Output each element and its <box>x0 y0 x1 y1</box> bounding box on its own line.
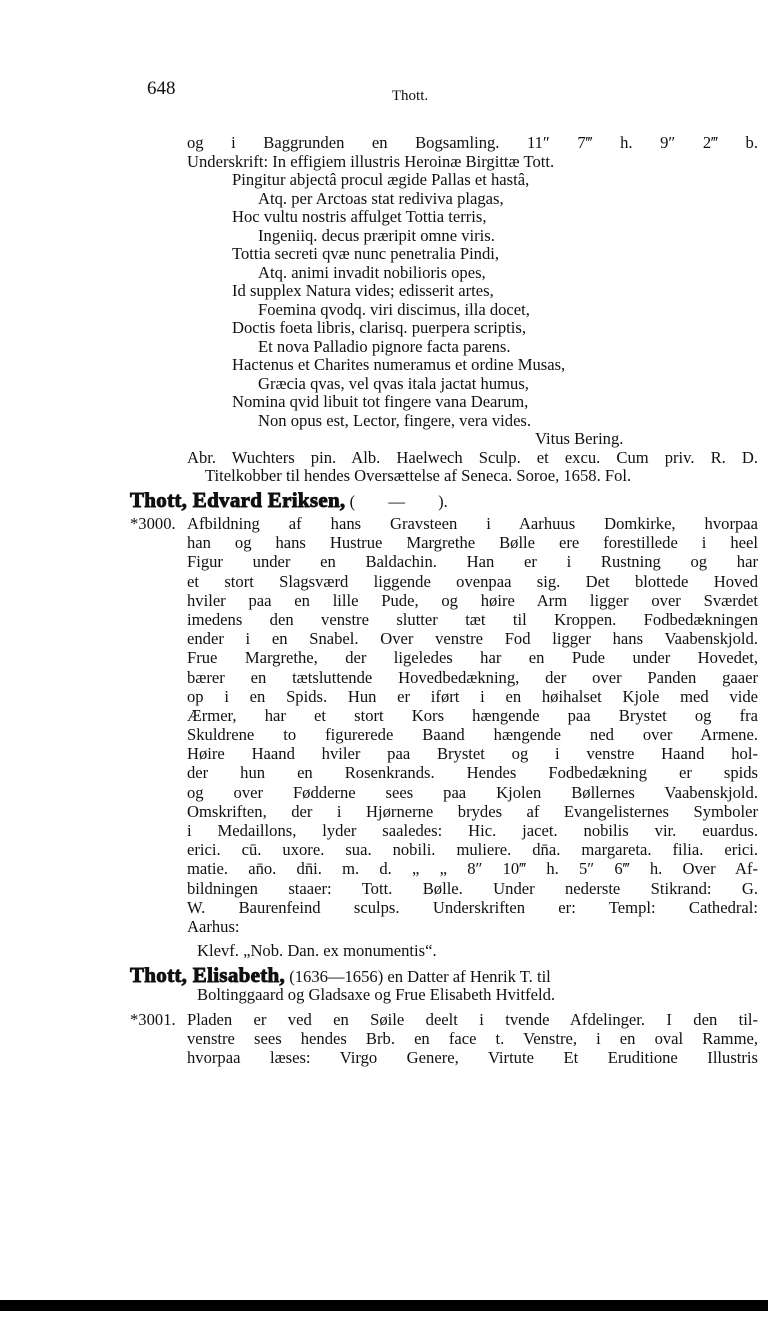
text-line: og over Fødderne sees paa Kjolen Bøllernes Vaabenskjold. <box>187 782 758 802</box>
text-line: bærer en tætsluttende Hovedbedækning, der over Panden gaaer <box>187 667 758 687</box>
text-line: Underskrift: In effigiem illustris Heroinæ Birgittæ Tott. <box>187 151 555 171</box>
text-line: Ærmer, har et stort Kors hængende paa Brystet og fra <box>187 705 758 725</box>
text-line: op i en Spids. Hun er iført i en høihalset Kjole med vide <box>187 686 758 706</box>
verse-line: Hactenus et Charites numeramus et ordine Musas, <box>232 355 566 374</box>
text-line: Frue Margrethe, der ligeledes har en Pude under Hovedet, <box>187 648 758 668</box>
text-line: og i Baggrunden en Bogsamling. 11″ 7‴ h. 9″ 2‴ b. <box>187 134 758 152</box>
verse-block <box>187 171 758 430</box>
text-line: han og hans Hustrue Margrethe Bølle ere forestillede i heel <box>187 533 758 553</box>
running-title: Thott. <box>391 88 429 104</box>
entry-name: Thott, Edvard Eriksen, <box>130 488 346 512</box>
text-line: erici. cū. uxore. sua. nobili. muliere. dn̄a. margareta. filia. erici. <box>187 840 758 860</box>
credit-line: Titelkobber til hendes Oversættelse af Seneca. Soroe, 1658. Fol. <box>205 466 632 485</box>
verse-line: Hoc vultu nostris affulget Tottia terris, <box>232 207 487 226</box>
verse-line: Doctis foeta libris, clarisq. puerpera scriptis, <box>232 318 526 337</box>
credit-line: Abr. Wuchters pin. Alb. Haelwech Sculp. et excu. Cum priv. R. D. <box>187 448 758 467</box>
text-line: Skuldrene to figurerede Baand hængende ned over Armene. <box>187 725 758 745</box>
continuation-block <box>187 134 758 486</box>
text-line: Figur under en Baldachin. Han er i Rustning og har <box>187 552 758 572</box>
reference-note: Klevf. „Nob. Dan. ex monumentis“. <box>197 941 437 960</box>
item-number: *3000. <box>130 514 176 533</box>
entry-heading <box>130 489 758 513</box>
text-line: imedens den venstre slutter tæt til Kroppen. Fodbedækningen <box>187 609 758 629</box>
text-line: venstre sees hendes Brb. en face t. Venstre, i en oval Ramme, <box>187 1029 758 1049</box>
verse-line: Nomina qvid libuit tot fingere vana Dearum, <box>232 392 529 411</box>
text-line: bildningen staaer: Tott. Bølle. Under nederste Stikrand: G. <box>187 878 758 898</box>
verse-line: Pingitur abjectâ procul ægide Pallas et hastâ, <box>232 170 530 189</box>
item-text <box>187 1010 758 1068</box>
catalogue-item <box>130 514 758 936</box>
verse-line: Ingeniiq. decus præripit omne viris. <box>258 225 495 245</box>
verse-line: Id supplex Natura vides; edisserit artes, <box>232 281 494 300</box>
text-line: hviler paa en lille Pude, og høire Arm ligger over Sværdet <box>187 590 758 610</box>
text-line: Høire Haand hviler paa Brystet og i venstre Haand hol- <box>187 744 758 764</box>
text-line: et stort Slagsværd liggende ovenpaa sig. Det blottede Hoved <box>187 571 758 591</box>
item-number: *3001. <box>130 1010 176 1029</box>
text-line: i Medaillons, lyder saaledes: Hic. jacet. nobilis vir. euardus. <box>187 821 758 840</box>
text-line: Pladen er ved en Søile deelt i tvende Afdelinger. I den til- <box>187 1010 758 1029</box>
entry-dates: ( — ). <box>349 492 448 511</box>
scan-edge-bar <box>0 1300 768 1311</box>
verse-signature: Vitus Bering. <box>535 429 624 448</box>
entry-description: (1636—1656) en Datter af Henrik T. til <box>289 967 551 986</box>
entry-description-continued: Boltinggaard og Gladsaxe og Frue Elisabeth Hvitfeld. <box>197 985 556 1004</box>
entry-name: Thott, Elisabeth, <box>130 963 286 987</box>
verse-line: Non opus est, Lector, fingere, vera vides. <box>258 410 532 430</box>
text-line: der hun en Rosenkrands. Hendes Fodbedækning er spids <box>187 763 758 783</box>
verse-line: Tottia secreti qvæ nunc penetralia Pindi, <box>232 244 500 263</box>
text-line: matie. an̄o. dn̄i. m. d. „ „ 8″ 10‴ h. 5″ 6‴ h. Over Af- <box>187 859 758 879</box>
verse-line: Atq. per Arctoas stat rediviva plagas, <box>258 188 504 208</box>
text-line: Afbildning af hans Gravsteen i Aarhuus Domkirke, hvorpaa <box>187 514 758 533</box>
text-line: ender i en Snabel. Over venstre Fod ligger hans Vaabenskjold. <box>187 629 758 649</box>
verse-line: Atq. animi invadit nobilioris opes, <box>258 262 486 282</box>
catalogue-item <box>130 1010 758 1068</box>
text-line: Omskriften, der i Hjørnerne brydes af Evangelisternes Symboler <box>187 801 758 821</box>
item-text <box>187 514 758 936</box>
verse-line: Et nova Palladio pignore facta parens. <box>258 336 511 356</box>
verse-line: Foemina qvodq. viri discimus, illa docet, <box>258 299 530 319</box>
text-line: Aarhus: <box>187 916 240 936</box>
page-number: 648 <box>147 78 176 99</box>
text-line: hvorpaa læses: Virgo Genere, Virtute Et Eruditione Illustris <box>187 1048 758 1068</box>
text-line: W. Baurenfeind sculps. Underskriften er: Templ: Cathedral: <box>187 897 758 917</box>
verse-line: Græcia qvas, vel qvas itala jactat humus, <box>258 373 529 393</box>
